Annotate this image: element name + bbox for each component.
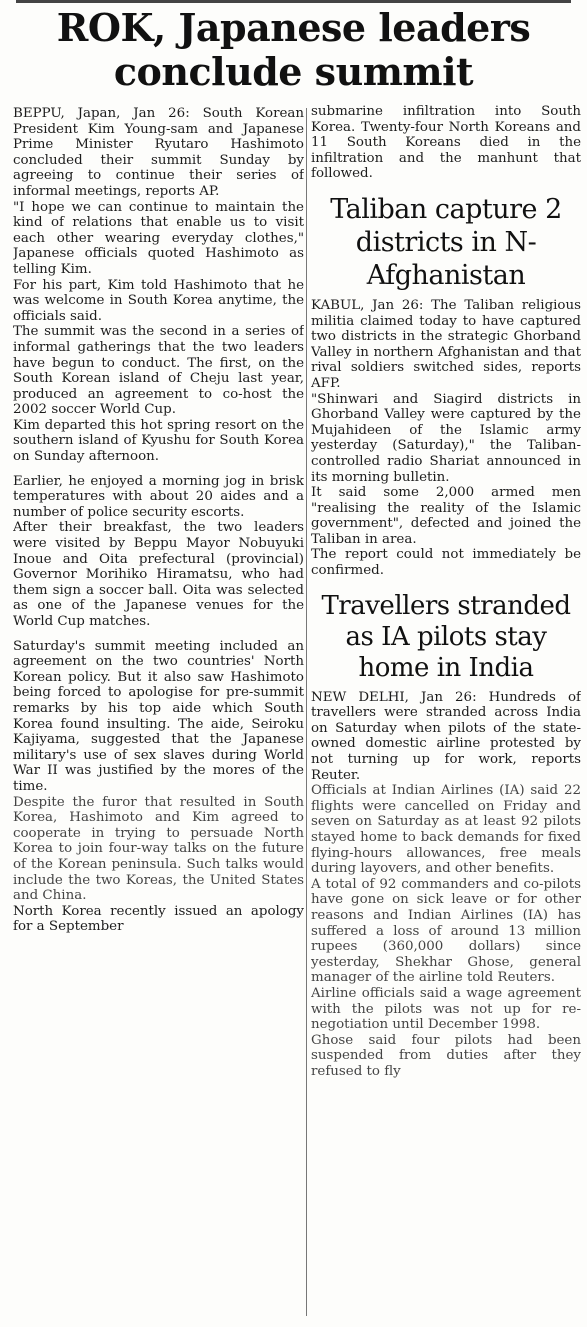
rok-story-column — [13, 106, 304, 1321]
ia-headline: Travellers stranded as IA pilots stay home in India — [321, 590, 571, 683]
taliban-paragraph-4: The report could not immediately be confirmed. — [311, 547, 581, 579]
rok-paragraph-10: North Korea recently issued an apology for a September — [13, 903, 304, 935]
ia-paragraph-3: A total of 92 commanders and co-pilots have gone on sick leave or for other reasons and Indian Airlines (IA) has suffered a loss of around 13 million rupees (360,000 dollars) since yesterday, Shekhar Ghose, general manager of the airline told Reuters. — [311, 876, 581, 986]
taliban-paragraph-3: It said some 2,000 armed men "realising the reality of the Islamic government", defected and joined the Taliban in area. — [311, 485, 581, 547]
rok-paragraph-4: The summit was the second in a series of informal gatherings that the two leaders have begun to conduct. The first, on the South Korean island of Cheju last year, produced an agreement to co-host the 2002 soccer World Cup. — [13, 324, 304, 418]
rok-continuation: submarine infiltration into South Korea. Twenty-four North Koreans and 11 South Koreans died in the infiltration and the manhunt that followed. — [311, 104, 581, 182]
rok-paragraph-5: Kim departed this hot spring resort on the southern island of Kyushu for South Korea on Sunday afternoon. — [13, 417, 304, 465]
ia-paragraph-4: Airline officials said a wage agreement with the pilots was not up for re-negotiation until December 1998. — [311, 985, 581, 1033]
top-rule — [16, 0, 571, 3]
ia-paragraph-5: Ghose said four pilots had been suspended from duties after they refused to fly — [311, 1032, 581, 1079]
rok-paragraph-3: For his part, Kim told Hashimoto that he was welcome in South Korea anytime, the officials said. — [13, 277, 304, 324]
rok-paragraph-9: Despite the furor that resulted in South Korea, Hashimoto and Kim agreed to cooperate in trying to persuade North Korea to join four-way talks on the future of the Korean peninsula. Such talks would include the two Koreas, the United States and China. — [13, 794, 304, 904]
rok-paragraph-1: BEPPU, Japan, Jan 26: South Korean President Kim Young-sam and Japanese Prime Minister Ryutaro Hashimoto concluded their summit Sunday by agreeing to continue their series of informal meetings, reports AP. — [13, 106, 304, 199]
rok-paragraph-6: Earlier, he enjoyed a morning jog in brisk temperatures with about 20 aides and a number of police security escorts. — [13, 473, 304, 520]
ia-paragraph-1: NEW DELHI, Jan 26: Hundreds of travellers were stranded across India on Saturday when pilots of the state-owned domestic airline protested by not turning up for work, reports Reuter. — [311, 689, 581, 783]
column-divider — [306, 108, 307, 1316]
rok-paragraph-2: "I hope we can continue to maintain the kind of relations that enable us to visit each other wearing everyday clothes," Japanese officials quoted Hashimoto as telling Kim. — [13, 199, 304, 277]
rok-paragraph-7: After their breakfast, the two leaders were visited by Beppu Mayor Nobuyuki Inoue and Oita prefectural (provincial) Governor Morihiko Hiramatsu, who had them sign a soccer ball. Oita was selected as one of the Japanese venues for the World Cup matches. — [13, 520, 304, 629]
ia-paragraph-2: Officials at Indian Airlines (IA) said 22 flights were cancelled on Friday and seven on Saturday as at least 92 pilots stayed home to back demands for fixed flying-hours allowances, free meals during layovers, and other benefits. — [311, 783, 581, 877]
taliban-headline: Taliban capture 2 districts in N-Afghanistan — [330, 193, 562, 291]
main-headline: ROK, Japanese leaders conclude summit — [56, 5, 531, 94]
rok-paragraph-8: Saturday's summit meeting included an agreement on the two countries' North Korean policy. But it also saw Hashimoto being forced to apologise for pre-summit remarks by his top aide which South Korea found insulting. The aide, Seiroku Kajiyama, suggested that the Japanese military's use of sex slaves during World War II was justified by the mores of the time. — [13, 638, 304, 794]
taliban-paragraph-2: "Shinwari and Siagird districts in Ghorband Valley were captured by the Mujahideen of the Islamic army yesterday (Saturday)," the Taliban-controlled radio Shariat announced in its morning bulletin. — [311, 391, 581, 485]
taliban-paragraph-1: KABUL, Jan 26: The Taliban religious militia claimed today to have captured two districts in the strategic Ghorband Valley in northern Afghanistan and that rival soldiers switched sides, reports AFP. — [311, 297, 581, 391]
right-column — [311, 104, 581, 1324]
